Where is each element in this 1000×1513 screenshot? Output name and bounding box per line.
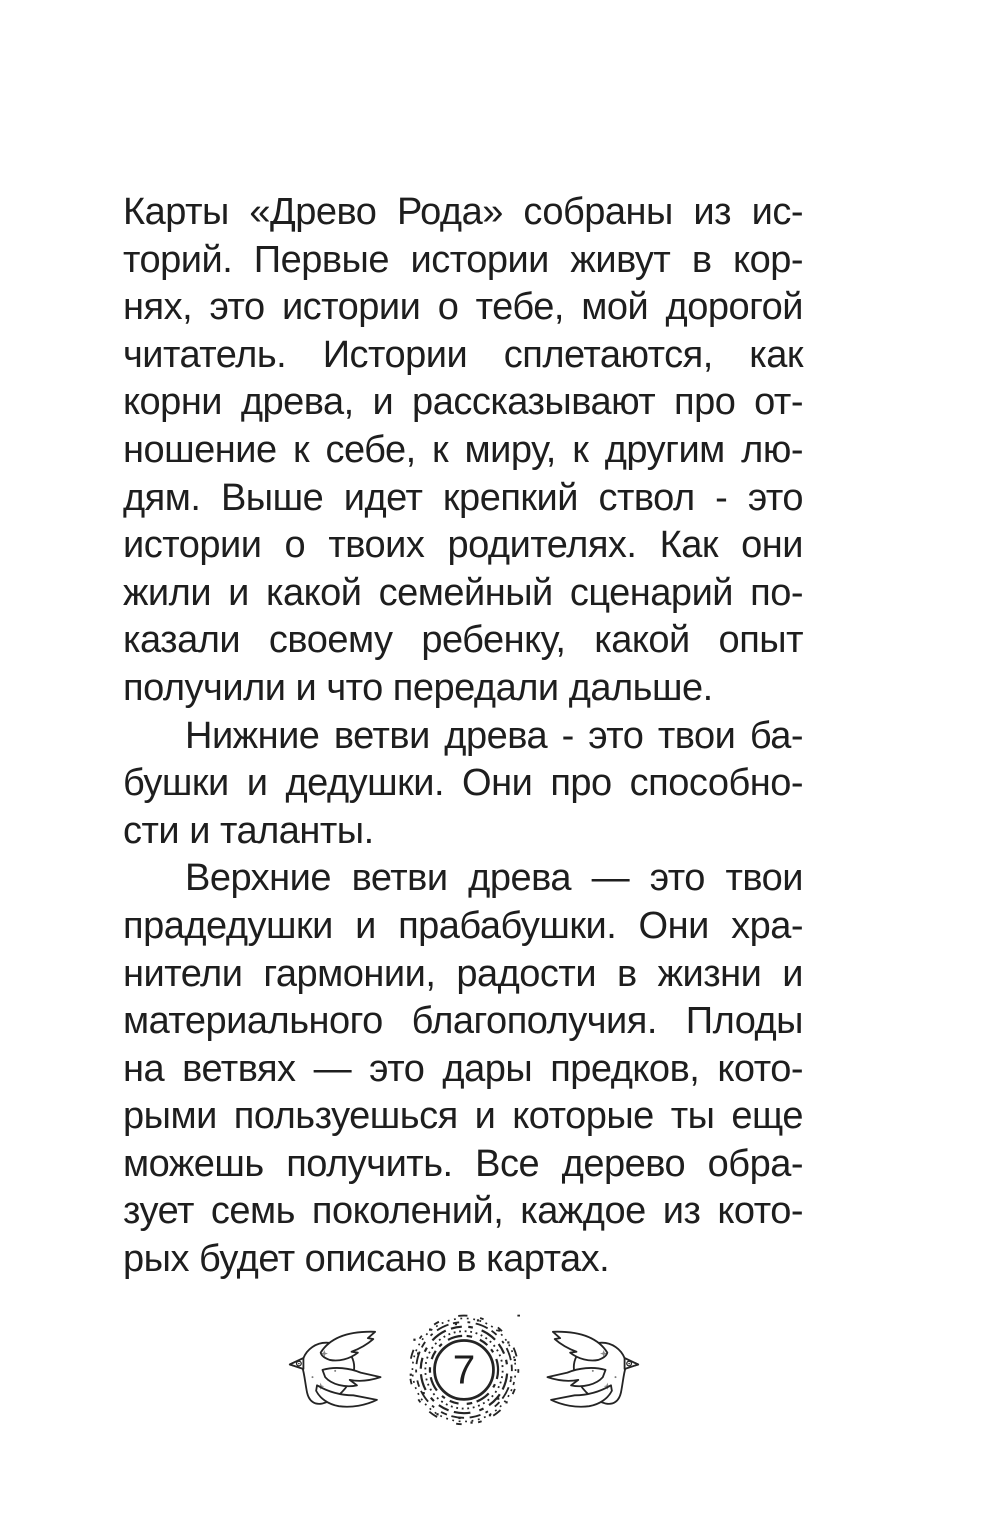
text-line: материального благополучия. Плоды [123,1000,803,1043]
text-line: дям. Выше идет крепкий ствол - это [123,476,803,519]
text-line: получили и что передали дальше. [123,666,713,709]
footer-ornament [288,1306,640,1432]
text-line: корни древа, и рассказывают про от- [123,381,803,424]
text-line: ношение к себе, к миру, к другим лю- [123,428,803,471]
text-line: прадедушки и прабабушки. Они хра- [123,904,803,947]
text-line: нители гармонии, радости в жизни и [123,952,803,995]
text-line: Верхние ветви древа — это твои [185,857,803,900]
text-line: можешь получить. Все дерево обра- [123,1142,803,1185]
text-line: Нижние ветви древа - это твои ба- [185,714,803,757]
page-number-medallion [406,1311,522,1427]
text-line: торий. Первые истории живут в кор- [123,238,803,281]
text-line: сти и таланты. [123,809,374,852]
text-line: рыми пользуешься и которые ты еще [123,1095,803,1138]
page-number: 7 [452,1346,476,1393]
text-line: истории о твоих родителях. Как они [123,524,803,567]
swallow-right-icon [542,1329,640,1409]
text-line: бушки и дедушки. Они про способно- [123,762,803,805]
text-line: рых будет описано в картах. [123,1238,610,1281]
swallow-left-icon [288,1329,386,1409]
text-line: нях, это истории о тебе, мой дорогой [123,286,803,329]
text-line: читатель. Истории сплетаются, как [123,333,803,376]
text-line: на ветвях — это дары предков, кото- [123,1047,803,1090]
text-line: жили и какой семейный сценарий по- [123,571,803,614]
text-line: зует семь поколений, каждое из кото- [123,1190,803,1233]
body-text [123,189,803,1284]
text-line: казали своему ребенку, какой опыт [123,619,803,662]
text-line: Карты «Древо Рода» собраны из ис- [123,191,803,233]
